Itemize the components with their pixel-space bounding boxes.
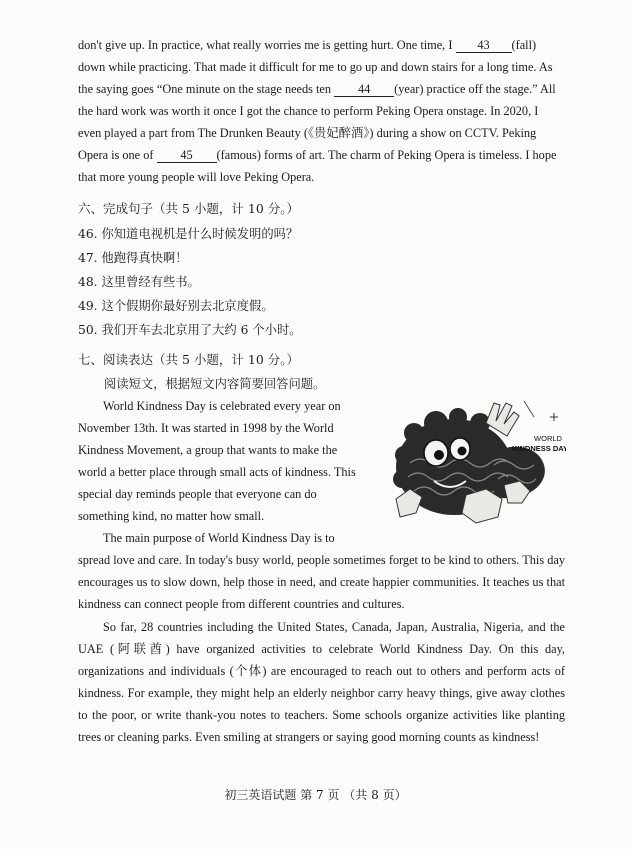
paragraph-line: world a better place through small acts of kindness. This <box>78 465 356 479</box>
paragraph-line: The main purpose of World Kindness Day is to <box>103 531 335 545</box>
passage-line: don't give up. In practice, what really worries me is getting hurt. One time, I 43 (fall) <box>78 38 537 52</box>
passage-line: even played a part from The Drunken Beauty (《贵妃醉酒》) during a show on CCTV. Peking <box>78 126 537 140</box>
passage-continuation <box>78 34 565 188</box>
question-49: 49. 这个假期你最好别去北京度假。 <box>78 299 274 313</box>
reading-paragraph-2: spread love and care. In today's busy world, people sometimes forget to be kind to others. This day encourages us to slow down, help those in need, and create happier communities. It teaches us that kindness can connect people from different countries and cultures. <box>78 553 565 611</box>
answer-blank-43: 43 <box>456 38 512 53</box>
paragraph-line: Kindness Movement, a group that wants to make the <box>78 443 338 457</box>
sparkle-icon <box>550 413 558 421</box>
section-7-instruction: 阅读短文，根据短文内容简要回答问题。 <box>104 377 326 391</box>
paragraph-line: World Kindness Day is celebrated every year on <box>103 399 341 413</box>
world-kindness-day-illustration <box>374 393 566 525</box>
paragraph-line: something kind, no matter how small. <box>78 509 265 523</box>
answer-blank-44: 44 <box>334 82 394 97</box>
question-50: 50. 我们开车去北京用了大约 6 个小时。 <box>78 323 302 337</box>
figure-label-line-2: KINDNESS DAY <box>512 444 566 453</box>
paragraph-line: special day reminds people that everyone can do <box>78 487 317 501</box>
passage-line: that more young people will love Peking Opera. <box>78 170 315 184</box>
reading-paragraph-3: So far, 28 countries including the United States, Canada, Japan, Australia, Nigeria, and the UAE (阿联酋) have organized activities to celebrate World Kindness Day. On this day, organizations and individuals (个体) are encouraged to reach out to others and perform acts of kindness. For example, they might help an elderly neighbor carry heavy things, give away clothes to the poor, or write thank-you notes to teachers. Some schools organize activities like planting trees or cleaning parks. Even smiling at strangers or saying good morning counts as kindness! <box>78 620 565 744</box>
passage-line: the hard work was worth it once I got the chance to perform Peking Opera onstage. In 2020, I <box>78 104 539 118</box>
question-47: 47. 他跑得真快啊！ <box>78 251 188 265</box>
section-7-heading: 七、阅读表达（共 5 小题，计 10 分。） <box>78 352 300 367</box>
paragraph-line: November 13th. It was started in 1998 by the World <box>78 421 334 435</box>
passage-line: the saying goes “One minute on the stage needs ten 44 (year) practice off the stage.” All <box>78 82 556 96</box>
passage-line: down while practicing. That made it difficult for me to go up and down stairs for a long time. As <box>78 60 553 74</box>
reading-paragraph-1 <box>78 395 368 549</box>
question-48: 48. 这里曾经有些书。 <box>78 275 200 289</box>
answer-blank-45: 45 <box>157 148 217 163</box>
figure-label-line-1: WORLD <box>534 434 562 443</box>
section-6-heading: 六、完成句子（共 5 小题，计 10 分。） <box>78 201 300 216</box>
passage-line: Opera is one of 45 (famous) forms of art. The charm of Peking Opera is timeless. I hope <box>78 148 557 162</box>
page-footer: 初三英语试题 第 7 页 （共 8 页） <box>224 788 407 802</box>
kindness-mascot-image <box>374 393 566 525</box>
question-46: 46. 你知道电视机是什么时候发明的吗？ <box>78 227 299 241</box>
